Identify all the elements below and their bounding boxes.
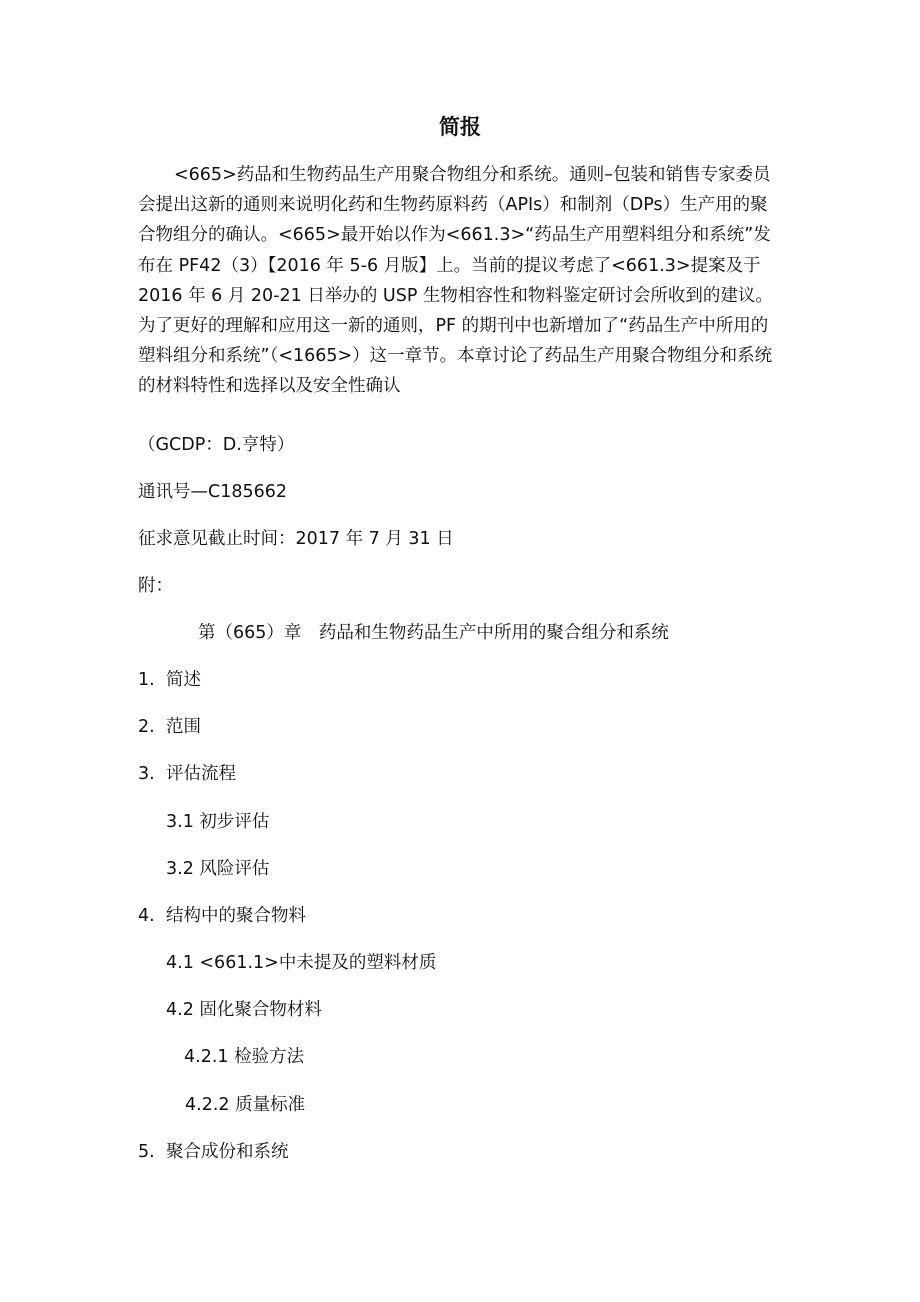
toc-item bbox=[138, 715, 201, 739]
intro-paragraph: <665>药品和生物药品生产用聚合物组分和系统。通则–包装和销售专家委员会提出这新的通则来说明化药和生物药原料药（APIs）和制剂（DPs）生产用的聚合物组分的确认。<665>最开始以作为<661.3>“药品生产用塑料组分和系统”发布在 PF42（3）【2016 年 5-6 月版】上。当前的提议考虑了<661.3>提案及于 2016 年 6 月 20-21 日举办的 USP 生物相容性和物料鉴定研讨会所收到的建议。为了更好的理解和应用这一新的通则，PF 的期刊中也新增加了“药品生产中所用的塑料组分和系统”（<1665>）这一章节。本章讨论了药品生产用聚合物组分和系统的材料特性和选择以及安全性确认 bbox=[138, 165, 773, 397]
appendix-label: 附： bbox=[138, 576, 173, 596]
toc-item-label: 结构中的聚合物料 bbox=[166, 906, 306, 926]
chapter-title: 第（665）章 药品和生物药品生产中所用的聚合组分和系统 bbox=[198, 623, 669, 643]
toc-item-label: 评估流程 bbox=[166, 764, 236, 784]
toc-subitem: 4.1 <661.1>中未提及的塑料材质 bbox=[166, 953, 437, 973]
toc-item-label: 范围 bbox=[166, 717, 201, 737]
toc-item-number: 1. bbox=[138, 670, 155, 690]
toc-item bbox=[138, 762, 236, 786]
toc-item-number: 4. bbox=[138, 906, 155, 926]
toc-item bbox=[138, 1140, 289, 1164]
toc-subitem: 4.2 固化聚合物材料 bbox=[166, 1000, 322, 1020]
gcdp-note: （GCDP：D.亨特） bbox=[138, 435, 295, 455]
toc-subsubitem: 4.2.1 检验方法 bbox=[184, 1047, 305, 1067]
toc-subitem: 3.2 风险评估 bbox=[166, 859, 270, 879]
toc-item-label: 简述 bbox=[166, 670, 201, 690]
toc-item bbox=[138, 904, 306, 928]
page-title: 简报 bbox=[439, 115, 481, 139]
toc-item-number: 2. bbox=[138, 717, 155, 737]
toc-subitem: 3.1 初步评估 bbox=[166, 812, 270, 832]
bulletin-number: 通讯号—C185662 bbox=[138, 482, 288, 502]
comment-deadline: 征求意见截止时间：2017 年 7 月 31 日 bbox=[138, 529, 454, 549]
toc-item-label: 聚合成份和系统 bbox=[166, 1142, 289, 1162]
toc-item-number: 5. bbox=[138, 1142, 155, 1162]
toc-item bbox=[138, 668, 201, 692]
toc-item-number: 3. bbox=[138, 764, 155, 784]
toc-subsubitem: 4.2.2 质量标准 bbox=[185, 1095, 306, 1115]
